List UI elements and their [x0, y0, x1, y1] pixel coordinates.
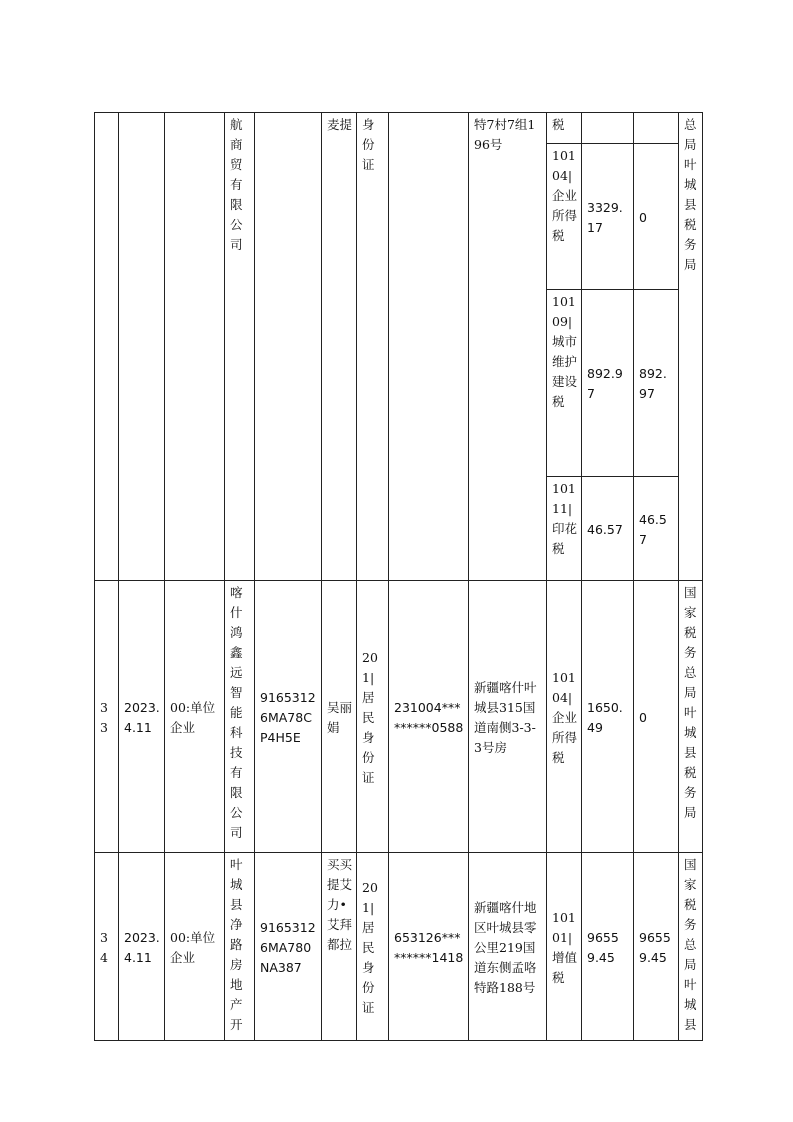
table-row: [95, 853, 703, 1041]
person-cell: 买买提艾力•艾拜都拉: [322, 853, 357, 1041]
authority-cell: 国家税务总局叶城县: [679, 853, 703, 1041]
person-cell: 吴丽娟: [322, 581, 357, 853]
type-cell: 00:单位企业: [165, 853, 225, 1041]
tax-amount-cell: 96559.45: [582, 853, 634, 1041]
credit-code-cell: 91653126MA780NA387: [255, 853, 322, 1041]
date-cell: 2023.4.11: [119, 581, 165, 853]
tax-paid-cell: 0: [634, 581, 679, 853]
address-cell: 新疆喀什地区叶城县零公里219国道东侧孟咯特路188号: [469, 853, 547, 1041]
address-cell: 特7村7组196号: [469, 113, 547, 581]
tax-item-cell: 10104|企业所得税: [547, 144, 582, 290]
id-number-cell: 653126*********1418: [389, 853, 469, 1041]
table-row: [95, 113, 703, 144]
tax-paid-cell: 0: [634, 144, 679, 290]
address-cell: 新疆喀什叶城县315国道南侧3-3-3号房: [469, 581, 547, 853]
type-cell: [165, 113, 225, 581]
tax-item-cell: 10104|企业所得税: [547, 581, 582, 853]
table-row: [95, 581, 703, 853]
tax-amount-cell: [582, 113, 634, 144]
tax-item-cell: 税: [547, 113, 582, 144]
tax-item-cell: 10111|印花税: [547, 477, 582, 581]
credit-code-cell: 91653126MA78CP4H5E: [255, 581, 322, 853]
company-cell: 航商贸有限公司: [225, 113, 255, 581]
tax-item-cell: 10109|城市维护建设税: [547, 290, 582, 477]
person-cell: 麦提: [322, 113, 357, 581]
tax-paid-cell: 46.57: [634, 477, 679, 581]
id-number-cell: [389, 113, 469, 581]
seq-cell: 33: [95, 581, 119, 853]
company-cell: 喀什鸿鑫远智能科技有限公司: [225, 581, 255, 853]
credit-code-cell: [255, 113, 322, 581]
type-cell: 00:单位企业: [165, 581, 225, 853]
id-type-cell: 201|居民身份证: [357, 581, 389, 853]
tax-paid-cell: 892.97: [634, 290, 679, 477]
tax-paid-cell: 96559.45: [634, 853, 679, 1041]
tax-record-table: [94, 112, 703, 1041]
tax-amount-cell: 46.57: [582, 477, 634, 581]
company-cell: 叶城县净路房地产开: [225, 853, 255, 1041]
tax-amount-cell: 3329.17: [582, 144, 634, 290]
authority-cell: 国家税务总局叶城县税务局: [679, 581, 703, 853]
id-type-cell: 201|居民身份证: [357, 853, 389, 1041]
seq-cell: [95, 113, 119, 581]
id-number-cell: 231004*********0588: [389, 581, 469, 853]
id-type-cell: 身份证: [357, 113, 389, 581]
authority-cell: 总局叶城县税务局: [679, 113, 703, 581]
date-cell: [119, 113, 165, 581]
tax-paid-cell: [634, 113, 679, 144]
tax-amount-cell: 892.97: [582, 290, 634, 477]
seq-cell: 34: [95, 853, 119, 1041]
tax-item-cell: 10101|增值税: [547, 853, 582, 1041]
tax-amount-cell: 1650.49: [582, 581, 634, 853]
date-cell: 2023.4.11: [119, 853, 165, 1041]
